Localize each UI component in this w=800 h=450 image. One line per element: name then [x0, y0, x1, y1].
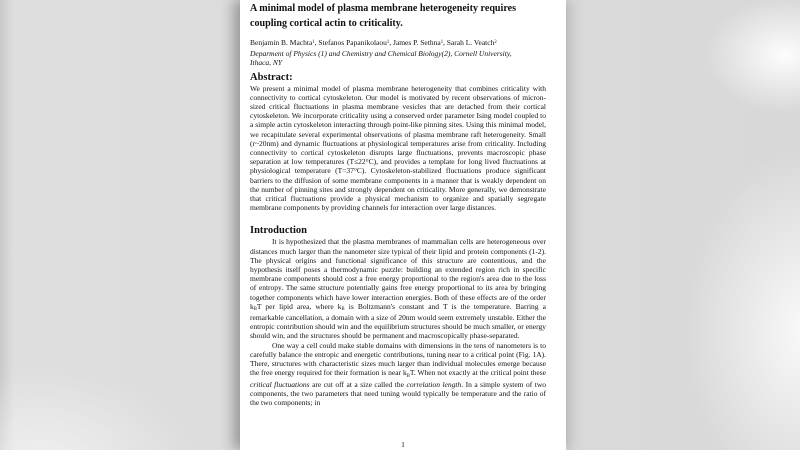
affiliation-line-1: Deparment of Physics (1) and Chemistry and Chemical Biology(2), Cornell University,: [250, 49, 512, 59]
page-number: 1: [401, 440, 405, 449]
paper-page: [240, 0, 566, 450]
introduction-paragraph-2: One way a cell could make stable domains with dimensions in the tens of nanometers is to carefully balance the entropic and energetic contributions, tuning near to a critical point (Fig. 1A). There, structures with characteristic sizes much larger than individual molecules emerge because the free energy required for their formation is near kBT. When not exactly at the critical point these critical fluctuations are cut off at a size called the correlation length. In a simple system of two components, the two parameters that need tuning would typically be temperature and the ratio of the two components; in: [250, 340, 546, 407]
affiliation-line-2: Ithaca, NY: [250, 58, 283, 68]
abstract-heading: Abstract:: [250, 71, 293, 83]
abstract-text: We present a minimal model of plasma membrane heterogeneity that combines criticality with connectivity to cortical cytoskeleton. Our model is motivated by recent observations of micron-sized critical fluctuations in plasma membrane vesicles that are detached from their cortical cytoskeleton. We incorporate criticality using a conserved order parameter Ising model coupled to a simple actin cytoskeleton interacting through point-like pinning sites. Using this minimal model, we recapitulate several experimental observations of plasma membrane raft heterogeneity. Small (r~20nm) and dynamic fluctuations at physiological temperatures arise from criticality. Including connectivity to cortical cytoskeleton disrupts large fluctuations, prevents macroscopic phase separation at low temperatures (T≤22°C), and provides a template for long lived fluctuations at physiological temperature (T=37°C). Cytoskeleton-stabilized fluctuations produce significant barriers to the diffusion of some membrane components in a manner that is weakly dependent on the number of pinning sites and strongly dependent on criticality. More generally, we demonstrate that critical fluctuations provide a physical mechanism to organize and spatially segregate membrane components by providing channels for interaction over large distances.: [250, 83, 546, 213]
author-list: Benjamin B. Machta$^1$, Stefanos Papanikolaou$^1$, James P. Sethna$^1$, Sarah L. Veatch$^2$: [250, 38, 497, 47]
paper-title: A minimal model of plasma membrane heterogeneity requires coupling cortical actin to criticality.: [250, 3, 517, 29]
introduction-heading: Introduction: [250, 225, 307, 237]
introduction-paragraph-1: It is hypothesized that the plasma membranes of mammalian cells are heterogeneous over distances much larger than the nanometer size typical of their lipid and protein components (1-2). The physical origins and functional significance of this structure are contentious, and the hypothesis itself poses a thermodynamic puzzle: building an extended region rich in specific membrane components should cost a free energy proportional to the region's area due to the loss of entropy. The same structure potentially gains free energy proportional to its area by bringing together components which have lower interaction energies. Both of these effects are of the order kBT per lipid area, where kB is Boltzmann's constant and T is the temperature. Barring a remarkable cancellation, a domain with a size of 20nm would seem extremely unstable. Either the entropic contribution should win and the equilibrium structures should be much smaller, or energy should win, and the structures should be permanent and macroscopically phase-separated.: [250, 237, 546, 341]
